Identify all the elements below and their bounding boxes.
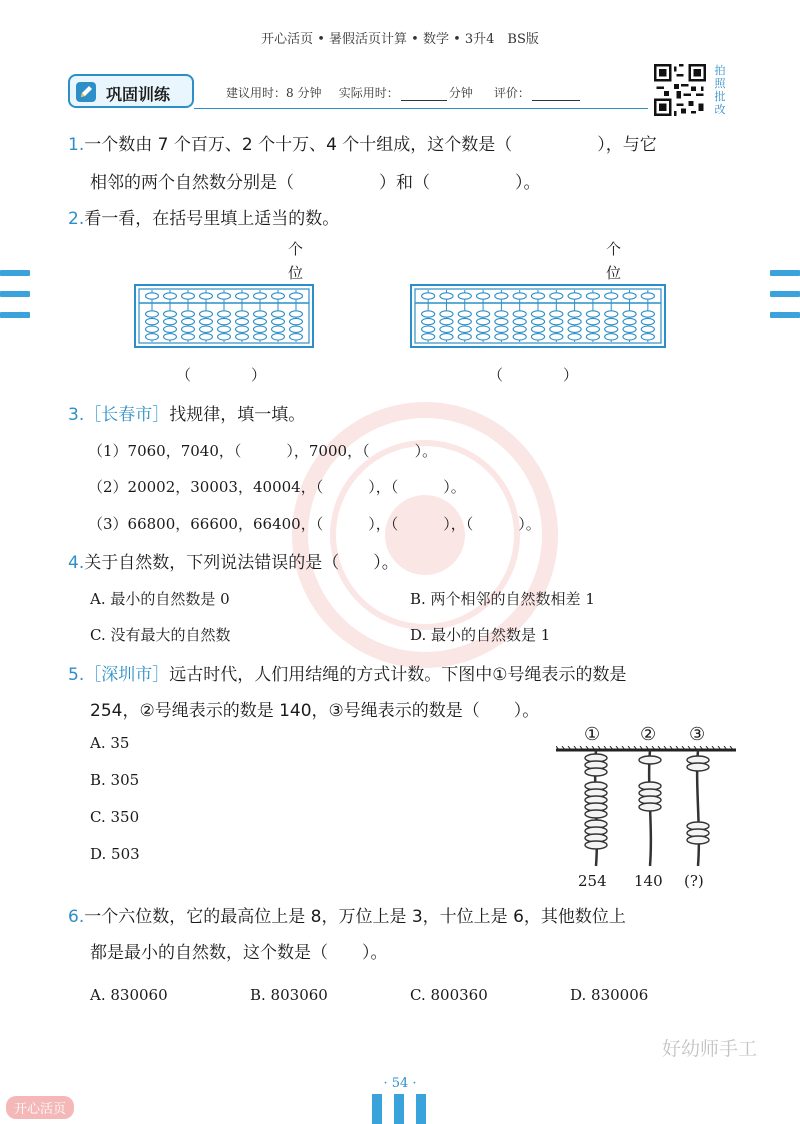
- section-divider: [194, 108, 648, 109]
- actual-time-blank[interactable]: [401, 100, 447, 101]
- question-3-item-2[interactable]: （2）20002，30003，40004，（ ），（ ）。: [88, 478, 466, 496]
- question-1-line-1: 1.一个数由 7 个百万、2 个十万、4 个十组成，这个数是（ ），与它: [68, 135, 657, 155]
- rating-label: 评价：: [493, 86, 530, 100]
- page-number: · 54 ·: [383, 1076, 417, 1091]
- question-3-item-3[interactable]: （3）66800，66600，66400，（ ），（ ），（ ）。: [88, 515, 541, 533]
- question-3-item-1[interactable]: （1）7060，7040，（ ），7000，（ ）。: [88, 442, 438, 460]
- question-6-option-c[interactable]: C. 800360: [410, 986, 488, 1004]
- abacus-2-answer-blank[interactable]: （ ）: [488, 366, 579, 384]
- section-header: [68, 74, 194, 108]
- abacus-1-place-label-wei: 位: [288, 264, 304, 282]
- abacus-2-place-label-wei: 位: [606, 264, 622, 282]
- question-6-line-1: 6.一个六位数，它的最高位上是 8，万位上是 3，十位上是 6，其他数位上: [68, 907, 626, 927]
- question-4-option-d[interactable]: D. 最小的自然数是 1: [410, 626, 551, 644]
- book-title: 开心活页 • 暑假活页计算 • 数学 • 3升4 BS版: [261, 32, 539, 47]
- question-5-line-2: 254，②号绳表示的数是 140，③号绳表示的数是（ ）。: [90, 701, 540, 721]
- left-edge-stripes: [0, 270, 30, 333]
- bottom-bars: [372, 1094, 432, 1124]
- question-number: 4.: [68, 553, 85, 573]
- rope-value-1: 254: [578, 872, 607, 890]
- knotted-rope-figure: [556, 724, 736, 894]
- rope-value-2: 140: [634, 872, 663, 890]
- rating-blank[interactable]: [532, 100, 580, 101]
- watermark-text: 好幼师手工: [662, 1038, 758, 1060]
- question-5-option-d[interactable]: D. 503: [90, 845, 140, 863]
- actual-time-unit: 分钟: [448, 86, 473, 100]
- question-number: 2.: [68, 209, 85, 229]
- knotted-ropes: [556, 746, 736, 868]
- question-4-option-a[interactable]: A. 最小的自然数是 0: [90, 590, 230, 608]
- rope-label-3: ③: [689, 724, 706, 745]
- question-6-line-2: 都是最小的自然数，这个数是（ ）。: [90, 943, 388, 963]
- qr-side-text: 拍照批改: [714, 64, 726, 116]
- question-6-option-b[interactable]: B. 803060: [250, 986, 328, 1004]
- question-5-line-1: 5.［深圳市］远古时代，人们用结绳的方式计数。下图中①号绳表示的数是: [68, 665, 627, 685]
- city-tag: ［长春市］: [84, 405, 170, 425]
- right-edge-stripes: [770, 270, 800, 333]
- abacus-1-answer-blank[interactable]: （ ）: [176, 366, 267, 384]
- question-number: 6.: [68, 907, 85, 927]
- abacus-2-place-label-ge: 个: [606, 240, 622, 258]
- suggested-time: 建议用时：8 分钟: [226, 86, 322, 100]
- question-6-option-a[interactable]: A. 830060: [90, 986, 168, 1004]
- question-6-option-d[interactable]: D. 830006: [570, 986, 649, 1004]
- pencil-icon: [76, 82, 96, 102]
- question-5-option-a[interactable]: A. 35: [90, 734, 130, 752]
- actual-time-label: 实际用时：: [338, 86, 399, 100]
- rope-label-2: ②: [640, 724, 657, 745]
- question-4-option-b[interactable]: B. 两个相邻的自然数相差 1: [410, 590, 595, 608]
- question-number: 5.: [68, 665, 85, 685]
- abacus-2: [410, 284, 666, 348]
- question-number: 1.: [68, 135, 85, 155]
- time-info: [226, 84, 582, 101]
- logo: 开心活页: [6, 1096, 74, 1119]
- question-2: 2.看一看，在括号里填上适当的数。: [68, 209, 340, 229]
- question-5-option-c[interactable]: C. 350: [90, 808, 140, 826]
- question-4-option-c[interactable]: C. 没有最大的自然数: [90, 626, 231, 644]
- question-number: 3.: [68, 405, 85, 425]
- section-title: 巩固训练: [106, 85, 171, 104]
- abacus-1-place-label-ge: 个: [288, 240, 304, 258]
- question-3: 3.［长春市］找规律，填一填。: [68, 405, 306, 425]
- rope-label-1: ①: [584, 724, 601, 745]
- abacus-1: [134, 284, 314, 348]
- question-4: 4.关于自然数，下列说法错误的是（ ）。: [68, 553, 399, 573]
- rope-value-3: (?): [684, 872, 704, 890]
- question-5-option-b[interactable]: B. 305: [90, 771, 140, 789]
- qr-code-icon[interactable]: [654, 64, 706, 116]
- question-1-line-2: 相邻的两个自然数分别是（ ）和（ ）。: [90, 173, 541, 193]
- city-tag: ［深圳市］: [84, 665, 170, 685]
